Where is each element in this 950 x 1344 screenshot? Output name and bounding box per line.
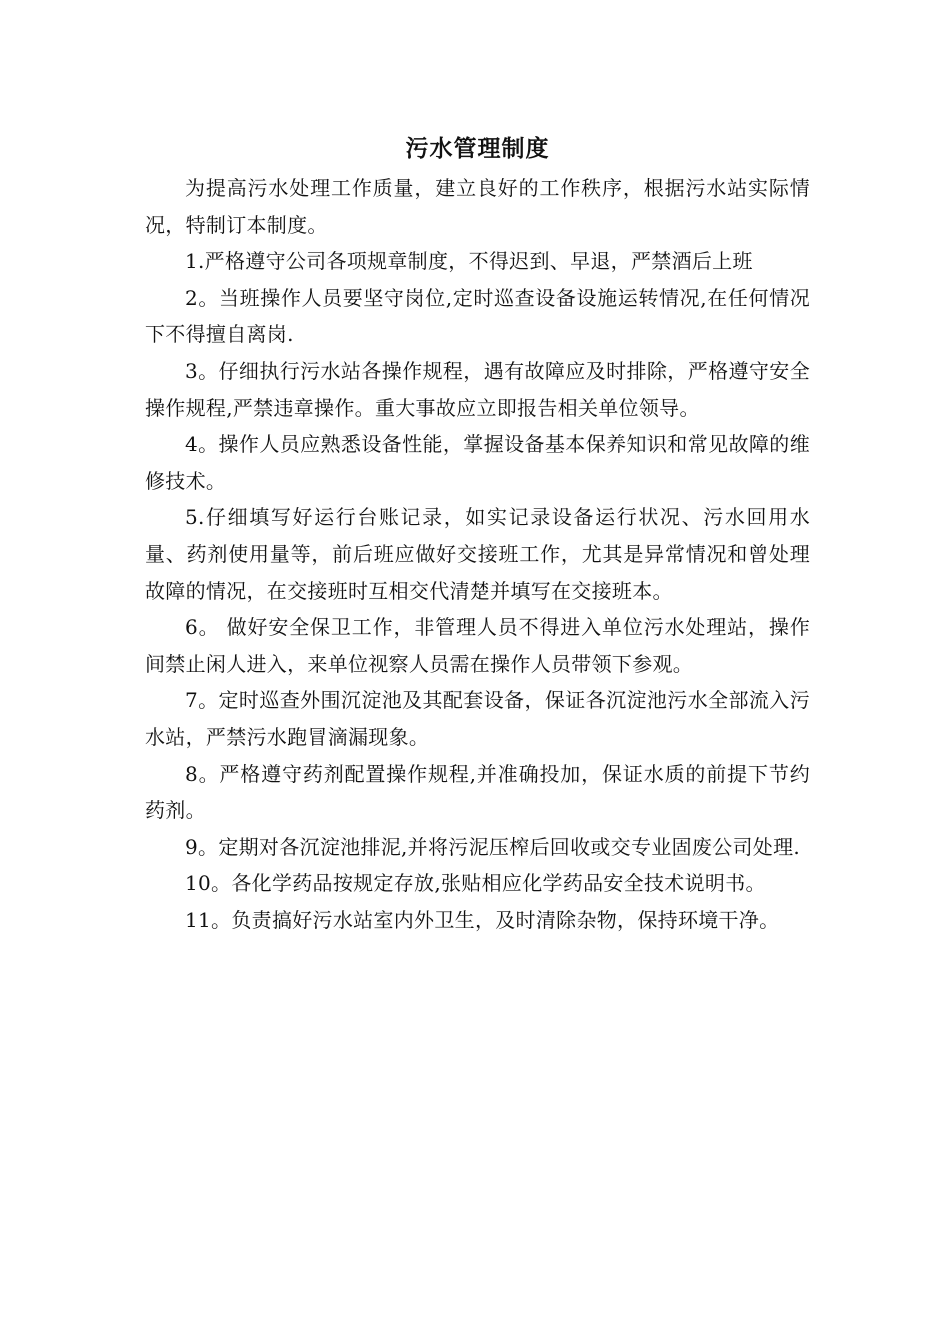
paragraph-rule-8: 8。严格遵守药剂配置操作规程,并准确投加，保证水质的前提下节约药剂。 bbox=[145, 761, 810, 823]
paragraph-rule-5: 5.仔细填写好运行台账记录，如实记录设备运行状况、污水回用水量、药剂使用量等，前后班应做好交接班工作，尤其是异常情况和曾处理故障的情况，在交接班时互相交代清楚并填写在交接班本。 bbox=[145, 505, 810, 603]
paragraph-rule-2: 2。当班操作人员要坚守岗位,定时巡查设备设施运转情况,在任何情况下不得擅自离岗. bbox=[145, 285, 810, 347]
document-page bbox=[145, 128, 810, 938]
paragraph-rule-7: 7。定时巡查外围沉淀池及其配套设备，保证各沉淀池污水全部流入污水站，严禁污水跑冒滴漏现象。 bbox=[145, 688, 810, 749]
paragraph-intro: 为提高污水处理工作质量，建立良好的工作秩序，根据污水站实际情况，特制订本制度。 bbox=[145, 176, 810, 237]
paragraph-rule-1: 1.严格遵守公司各项规章制度，不得迟到、早退，严禁酒后上班 bbox=[185, 249, 753, 274]
paragraph-rule-10: 10。各化学药品按规定存放,张贴相应化学药品安全技术说明书。 bbox=[185, 871, 766, 896]
paragraph-rule-4: 4。操作人员应熟悉设备性能，掌握设备基本保养知识和常见故障的维修技术。 bbox=[145, 432, 810, 493]
document-title: 污水管理制度 bbox=[405, 135, 550, 162]
paragraph-rule-9: 9。定期对各沉淀池排泥,并将污泥压榨后回收或交专业固废公司处理. bbox=[185, 834, 801, 859]
paragraph-rule-11: 11。负责搞好污水站室内外卫生，及时清除杂物，保持环境干净。 bbox=[185, 907, 780, 932]
paragraph-rule-3: 3。仔细执行污水站各操作规程，遇有故障应及时排除，严格遵守安全操作规程,严禁违章操作。重大事故应立即报告相关单位领导。 bbox=[145, 358, 810, 420]
paragraph-rule-6: 6。 做好安全保卫工作，非管理人员不得进入单位污水处理站，操作间禁止闲人进入，来单位视察人员需在操作人员带领下参观。 bbox=[145, 615, 810, 676]
